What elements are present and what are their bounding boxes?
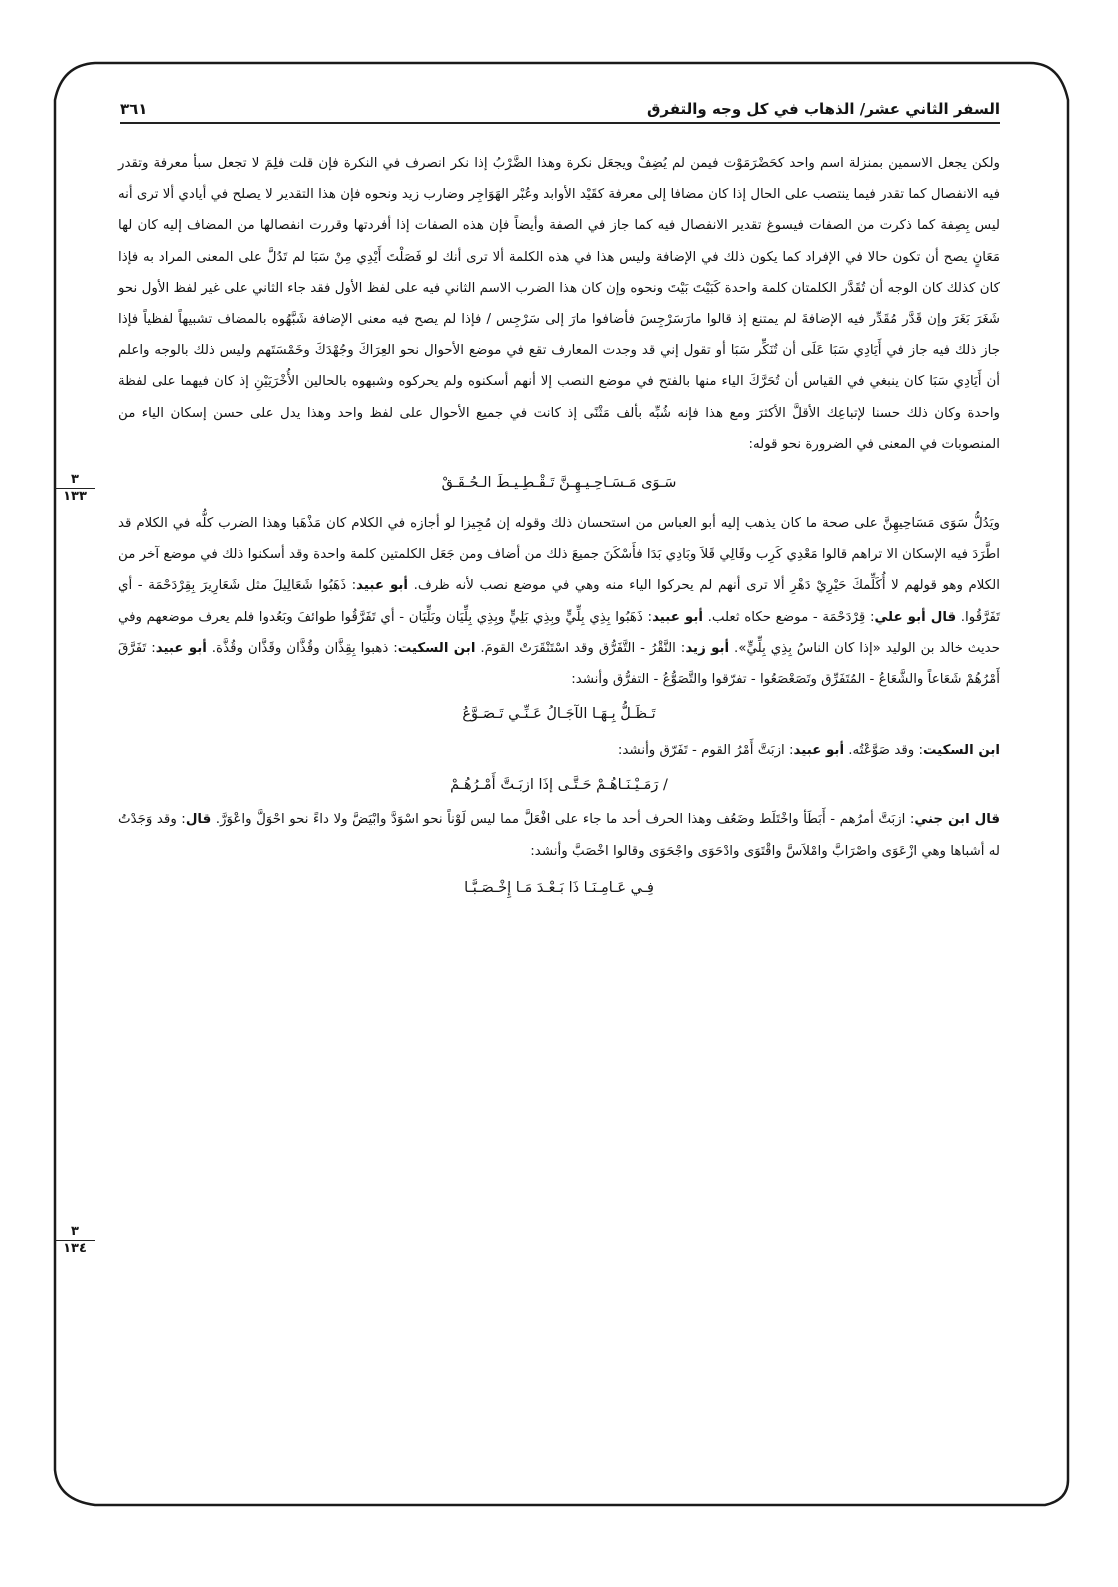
- paragraph-4: [118, 804, 1000, 866]
- text-run: : ذَهَبُوا بِذِي بِلِّيٍّ وبِذِي بَلِيٍّ وبِذِي بِلِّيَان وبَلِّيَان - أي تَفَرَّقُوا طوائفَ وبَعُدوا فلم يعرف موضعهم وفي حديث خالد بن الوليد «إذا كان الناسُ بِذِي بِلِّيٍّ».: [118, 609, 1000, 656]
- text-run: : ذَهَبُوا شَعَالِيلَ مثل شَعَارِيرَ بِقِرْدَحْمَة - أي تَفَرَّقُوا.: [118, 578, 1000, 625]
- text-run: : قِرْدَحْمَة - موضع حكاه ثعلب.: [702, 609, 875, 625]
- margin-ref-volume: ٣: [55, 473, 95, 489]
- margin-ref-page: ١٣٤: [63, 1241, 87, 1256]
- paragraph-2: [118, 508, 1000, 695]
- narrator-ibn-sikkit: ابن السكيت: [397, 640, 476, 656]
- margin-ref-page: ١٣٣: [63, 489, 87, 504]
- text-run: : ازبَتَّ أَمْرُ القوم - تَفَرّق وأنشد:: [617, 743, 794, 759]
- verse-line-2: تَـظَـلُّ بِـهَـا الآجَـالُ عَـنِّـي تَـصَـوَّعُ: [462, 706, 656, 723]
- verse-line-1: سَـوَى مَـسَـاحِـيـهِـنَّ تَـقْـطِـيـطَ الـحُـقَـقْ: [441, 475, 677, 492]
- text-run: : ازبَتَّ أمرُهم - أَبَطَأ واخْتَلَط وضَعُف وهذا الحرف أحد ما جاء على افْعَلَّ مما ليس لَوْناً نحو اسْوَدَّ وابْيَضَّ ولا داءً نحو احْوَلَّ واعْوَرَّ.: [211, 812, 915, 828]
- paragraph-1: ولكن يجعل الاسمين بمنزلة اسم واحد كحَضْرَمَوْت فيمن لم يُضِفْ ويجعَل نكرة وهذا الضَّرْبُ إذا نكر انصرف في النكرة فإن قلت فلِمَ لا تجعل سبأ معرفة وتقدر فيه الانفصال كما تقدر فيما ينتصب على الحال إذا كان مضافا إلى معرفة كقَيْد الأوابد وعُبْر الهَوَاجِر وضارب زيد ونحوه فإن هذا التقدير لا يصلح في أيادي ألا ترى أنه ليس بِصِفة كما ذكرت من الصفات فيسوغ تقدير الانفصال فيه كما جاز في الصفة وأيضاً فإن هذه الصفات إذا أفردتها وقررت انفصالها من المضاف إليه كان لها مَعَانٍ يصح أن تكون حالا في الإفراد كما يكون ذلك في الإضافة وليس هذا في هذه الكلمة ألا ترى أنك لو فَصَلْتَ أَيْدِي مِنْ سَبَا لم تَدُلَّ على المعنى المراد به فإذا كان كذلك كان الوجه أن تُقَدَّر الكلمتان كلمة واحدة كَبَيْتَ بَيْتَ ونحوه وإن كان هذا الضرب الاسم الثاني فيه على لفظ الأول فقد جاء الثاني على غير لفظ الأول نحو شَغَرَ بَغَرَ وإن قَدَّر مُقَدِّر فيه الإضافةَ لم يمتنع إذ قالوا مارَسَرْجِسَ فأضافوا مارَ إلى سَرْجِس / فإذا لم يصح فيه معنى الإضافة شَبَّهُوه بالمضاف تشبيهاً لفظياً فإذا جاز ذلك فيه جاز في أَيَادِي سَبَا عَلَى أن تُنَكِّر سَبَا أو تقول إني قد وجدت المعارف تقع في موضع الأحوال نحو العِرَاكَ وجُهْدَكَ وخَمْسَتَهم وليس ذلك بالوجه واعلم أن أَيَادِي سَبَا كان ينبغي في القياس أن تُحَرَّكَ الياء منها بالفتح في موضع النصب إلا أنهم أسكنوه ولم يحركوه وشبهوه بالحالين الأُخْرَيَيْنِ إذ كان فيهما على لفظة واحدة وكان ذلك حسنا لإتباعِك الأقلَّ الأكثرَ ومع هذا فإنه شُبِّه بألف مَثْنًى إذ كانت في جميع الأحوال على لفظ واحد وهذا يدل على حسن إسكان الياء من المنصوبات في المعنى في الضرورة نحو قوله:: [118, 156, 1000, 452]
- narrator-abu-ubayd: أبو عبيد: [356, 578, 408, 594]
- text-run: : النَّقْرُ - التَّفَرُّق وقد اسْتَنْقَرَتْ القومَ.: [475, 640, 686, 656]
- paragraph-3: [118, 735, 1000, 766]
- narrator-abu-ubayd: أبو عبيد: [793, 743, 845, 759]
- narrator-ibn-sikkit: ابن السكيت: [922, 743, 1000, 759]
- text-run: : وقد صَوَّعْتُه.: [844, 743, 923, 759]
- text-run: : ذهبوا بِقِذَّان وقُذَّان وقَذَّان وقُذَّة.: [206, 640, 398, 656]
- page-header: [120, 82, 1000, 124]
- narrator-abu-ubayd: أبو عبيد: [155, 640, 207, 656]
- page-number: ٣٦١: [120, 100, 148, 118]
- narrator-abu-ali: قال أبو علي: [874, 609, 957, 625]
- verse-line-4: فِـي عَـامِـنَـا ذَا بَـعْـدَ مَـا إِخْـصَـبَّـا: [464, 879, 654, 896]
- main-text: [118, 148, 1000, 905]
- margin-ref-volume: ٣: [55, 1225, 95, 1241]
- running-head: السفر الثاني عشر/ الذهاب في كل وجه والتفرق: [646, 100, 1000, 118]
- text-run: ويَدُلُّ سَوَى مَسَاحِيهِنَّ على صحة ما كان يذهب إليه أبو العباس من استحسان ذلك وقوله إن مُجِيزا لو أجازه في الكلام كان مَذْهَبا وهذا الضرب كلُّه في الكلام قد اطَّرَدَ فيه الإسكان الا تراهم قالوا مَعْدِي كَرِب وقَالِي قَلاَ وبَادِي بَدَا فأَسْكَنَ جميعَ ذلك من أضاف ومن جَعَل الكلمتين كلمة واحدة وقد أسكنوا ذلك في موضع آخر من الكلام وهو قولهم لا أُكَلِّمكَ حَيْرِيْ دَهْرِ ألا ترى أنهم لم يحركوا الياء منه وهي في موضع نصب لأنه ظرف.: [118, 516, 1000, 594]
- narrator-ibn-jinni: قال ابن جني: [914, 812, 1000, 828]
- narrator-abu-zayd: أبو زيد: [685, 640, 730, 656]
- text-run: : وقد وَجَدْتُ له أشباها وهي ازْعَوَى واصْرَابَّ وامْلاَسَّ واقْتَوَى وادْحَوَى واجْحَوَى وقالوا اخْصَبَّ وأنشد:: [118, 812, 1000, 859]
- text-run: : تَفَرَّقَ أَمْرُهُمْ شَعَاعاً والشَّعَاعُ - المُتَفَرِّق وتَصَعْصَعُوا - تفرّقوا والتَّصَوُّعُ - التفرُّق وأنشد:: [118, 640, 1000, 688]
- margin-reference-2: [55, 1225, 95, 1256]
- said-label: قال: [185, 812, 212, 828]
- narrator-abu-ubayd: أبو عبيد: [652, 609, 703, 625]
- margin-reference-1: [55, 473, 95, 504]
- verse-line-3: / رَمَـيْـنَـاهُـمْ حَـتَّـى إذَا ازبَـتَّ أَمْـرُهُـمْ: [450, 777, 668, 794]
